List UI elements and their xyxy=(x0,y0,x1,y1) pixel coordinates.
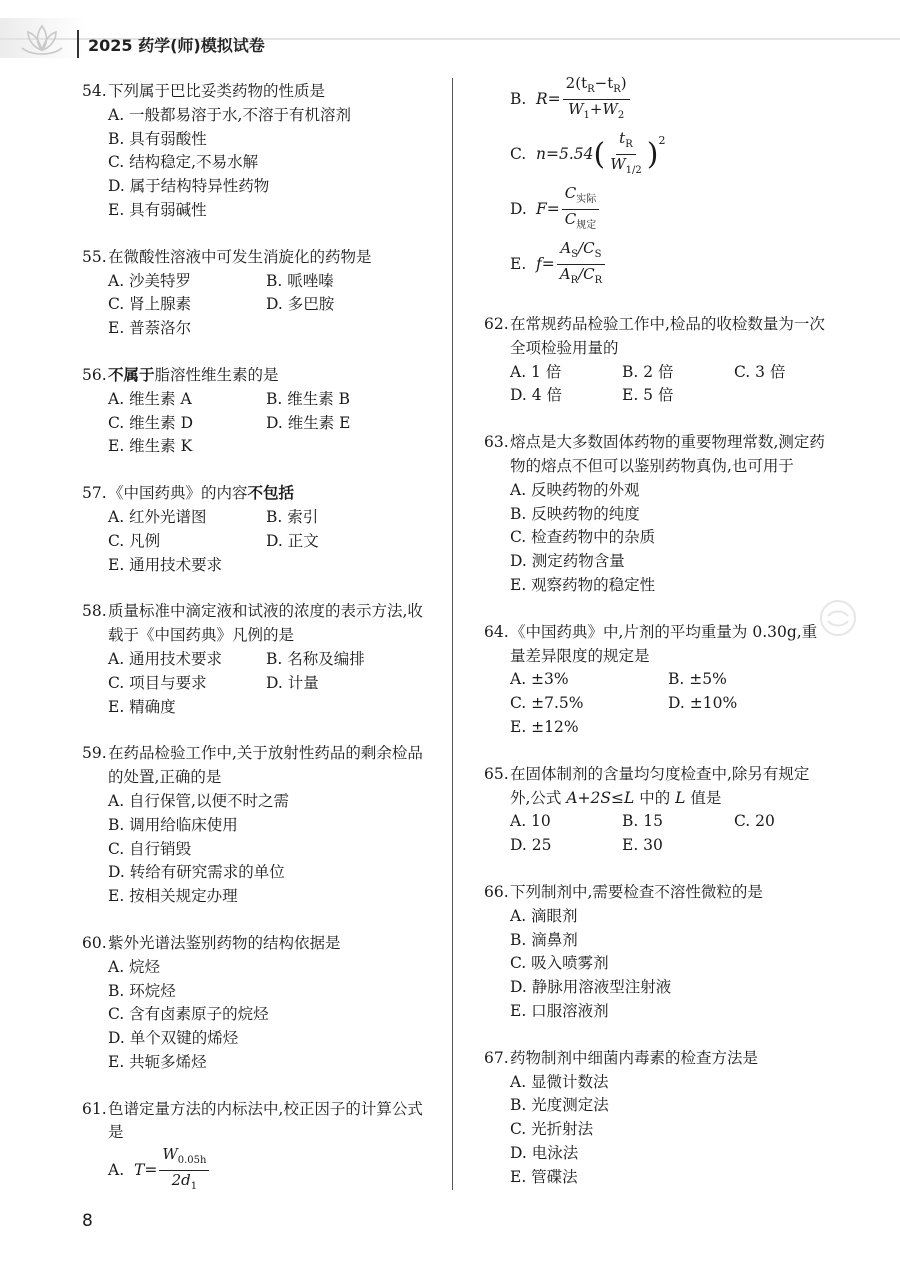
option-label: A. xyxy=(108,1160,125,1179)
option-e: E. 管碟法 xyxy=(510,1167,578,1186)
question-63 xyxy=(484,431,829,598)
emphasis-text: 不属于 xyxy=(108,365,155,384)
option-a: A. 一般都易溶于水,不溶于有机溶剂 xyxy=(108,105,351,124)
question-stem xyxy=(108,364,427,388)
option-a: A. 维生素 A xyxy=(108,389,192,408)
option-b: B. 哌唑嗪 xyxy=(266,271,334,290)
question-67 xyxy=(484,1047,829,1190)
question-number: 55. xyxy=(82,247,107,266)
denominator xyxy=(607,155,645,180)
option-c: C. 含有卤素原子的烷烃 xyxy=(108,1005,269,1024)
option-c-formula xyxy=(510,129,829,180)
formula-lhs: R= xyxy=(536,89,561,108)
option-d: D. 计量 xyxy=(266,673,319,692)
question-stem: 熔点是大多数固体药物的重要物理常数,测定药物的熔点不但可以鉴别药物真伪,也可用于 xyxy=(510,433,825,475)
option-d: D. 25 xyxy=(510,836,552,855)
subscript: 规定 xyxy=(576,220,597,231)
formula: A+2S≤L xyxy=(566,788,635,807)
option-b: B. 名称及编排 xyxy=(266,649,365,668)
formula-lhs: n=5.54 xyxy=(536,144,594,163)
option-d: D. 属于结构特异性药物 xyxy=(108,177,270,196)
subscript: 实际 xyxy=(576,194,597,205)
option-b: B. 环烷烃 xyxy=(108,981,176,1000)
option-c: C. 结构稳定,不易水解 xyxy=(108,153,259,172)
subscript: R xyxy=(594,275,603,286)
option-d: D. 转给有研究需求的单位 xyxy=(108,863,285,882)
stem-text: 脂溶性维生素的是 xyxy=(154,365,279,384)
option-e: E. 按相关规定办理 xyxy=(108,887,238,906)
option-b: B. 具有弱酸性 xyxy=(108,129,207,148)
question-stem: 在常规药品检验工作中,检品的收检数量为一次全项检验用量的 xyxy=(510,315,825,357)
symbol: 2d xyxy=(171,1171,191,1190)
question-66 xyxy=(484,881,829,1024)
lotus-logo-icon xyxy=(16,18,68,58)
option-e: E. 共轭多烯烃 xyxy=(108,1052,207,1071)
option-a: A. 通用技术要求 xyxy=(108,649,223,668)
option-c: C. 维生素 D xyxy=(108,413,194,432)
question-stem: 在药品检验工作中,关于放射性药品的剩余检品的处置,正确的是 xyxy=(108,744,423,787)
question-62 xyxy=(484,313,829,408)
symbol: /C xyxy=(578,239,595,257)
option-a: A. 红外光谱图 xyxy=(108,507,207,526)
question-stem: 色谱定量方法的内标法中,校正因子的计算公式是 xyxy=(108,1099,423,1142)
symbol: +W xyxy=(589,100,618,118)
question-number: 67. xyxy=(484,1048,509,1067)
denominator xyxy=(169,1171,201,1196)
question-57 xyxy=(82,482,427,577)
option-a: A. 烷烃 xyxy=(108,957,161,976)
numerator xyxy=(616,129,636,155)
option-a: A. 自行保管,以便不时之需 xyxy=(108,791,289,810)
option-a: A. 反映药物的外观 xyxy=(510,480,640,499)
option-d: D. 多巴胺 xyxy=(266,295,335,314)
numerator xyxy=(159,1145,209,1171)
option-d: D. 维生素 E xyxy=(266,413,351,432)
question-number: 66. xyxy=(484,882,509,901)
question-stem: 质量标准中滴定液和试液的浓度的表示方法,收载于《中国药典》凡例的是 xyxy=(108,602,423,645)
subscript: R xyxy=(625,139,633,150)
option-d: D. ±10% xyxy=(668,694,738,713)
symbol: 2(t xyxy=(565,74,588,92)
option-a: A. ±3% xyxy=(510,670,569,689)
stem-text: 在固体制剂的含量均匀度检查中,除另有规定外,公式 xyxy=(510,764,810,807)
question-56 xyxy=(82,364,427,459)
header-divider xyxy=(77,30,79,58)
page-header xyxy=(0,0,900,62)
question-number: 62. xyxy=(484,315,509,333)
question-number: 54. xyxy=(82,82,107,100)
page-number: 8 xyxy=(82,1211,93,1231)
option-c: C. 自行销毁 xyxy=(108,839,192,858)
question-55 xyxy=(82,246,427,341)
question-65 xyxy=(484,763,829,858)
question-stem: 《中国药典》中,片剂的平均重量为 0.30g,重量差异限度的规定是 xyxy=(510,622,818,665)
option-c: C. 20 xyxy=(734,812,775,831)
question-61 xyxy=(82,1098,427,1197)
option-c: C. ±7.5% xyxy=(510,694,584,713)
question-59 xyxy=(82,742,427,909)
stem-text: 《中国药典》的内容 xyxy=(108,484,248,503)
question-stem xyxy=(108,482,427,506)
option-b: B. 滴鼻剂 xyxy=(510,930,578,949)
fraction xyxy=(563,74,630,125)
option-e: E. 具有弱碱性 xyxy=(108,200,207,219)
subscript: R xyxy=(613,84,621,95)
emphasis-text: 不包括 xyxy=(247,484,295,503)
option-b: B. 调用给临床使用 xyxy=(108,815,238,834)
subscript: R xyxy=(570,275,579,286)
symbol: W xyxy=(568,100,584,118)
question-60 xyxy=(82,932,427,1075)
option-e: E. 精确度 xyxy=(108,697,176,716)
fraction xyxy=(159,1145,209,1196)
option-c: C. 吸入喷雾剂 xyxy=(510,954,609,973)
question-number: 64. xyxy=(484,622,509,641)
left-column xyxy=(82,80,427,1200)
option-c: C. 检查药物中的杂质 xyxy=(510,528,656,547)
right-column xyxy=(484,74,829,1190)
option-c: C. 凡例 xyxy=(108,531,161,550)
variable: L xyxy=(675,788,686,807)
option-d: D. 测定药物含量 xyxy=(510,552,625,571)
numerator xyxy=(563,74,630,100)
subscript: 1/2 xyxy=(625,165,642,176)
fraction xyxy=(562,184,599,235)
header-title: 2025 药学(师)模拟试卷 xyxy=(88,36,265,55)
option-d: D. 电泳法 xyxy=(510,1143,579,1162)
denominator xyxy=(565,100,627,125)
subscript: 1 xyxy=(190,1181,198,1193)
option-c: C. 3 倍 xyxy=(734,362,786,381)
symbol: W xyxy=(162,1145,178,1164)
option-b: B. 索引 xyxy=(266,507,319,526)
option-b: B. 维生素 B xyxy=(266,389,351,408)
formula-lhs: f= xyxy=(536,254,555,273)
numerator xyxy=(562,184,599,210)
option-c: C. 肾上腺素 xyxy=(108,295,192,314)
subscript: S xyxy=(594,249,602,260)
question-stem: 下列制剂中,需要检查不溶性微粒的是 xyxy=(510,882,763,901)
option-e: E. ±12% xyxy=(510,717,579,736)
symbol: A xyxy=(559,265,571,283)
paren-left-icon: ( xyxy=(593,136,606,172)
option-label: E. xyxy=(510,254,527,273)
option-label: B. xyxy=(510,89,527,108)
option-b: B. ±5% xyxy=(668,670,727,689)
denominator xyxy=(562,210,599,235)
paren-right-icon: ) xyxy=(646,136,659,172)
question-number: 59. xyxy=(82,744,107,763)
symbol: ) xyxy=(620,74,627,92)
option-e: E. 观察药物的稳定性 xyxy=(510,575,656,594)
symbol: /C xyxy=(578,265,595,283)
option-a: A. 显微计数法 xyxy=(510,1072,609,1091)
watermark-emblem-icon xyxy=(818,598,858,638)
option-e: E. 维生素 K xyxy=(108,437,193,456)
option-a-formula xyxy=(108,1145,427,1196)
question-stem: 在微酸性溶液中可发生消旋化的药物是 xyxy=(108,247,372,266)
formula-lhs: T= xyxy=(134,1160,158,1179)
stem-text: 值是 xyxy=(685,788,722,807)
question-61-continued xyxy=(484,74,829,290)
option-a: A. 10 xyxy=(510,812,551,831)
option-e: E. 口服溶液剂 xyxy=(510,1001,609,1020)
question-stem: 药物制剂中细菌内毒素的检查方法是 xyxy=(510,1048,759,1067)
symbol: t xyxy=(619,129,626,147)
option-a: A. 沙美特罗 xyxy=(108,271,192,290)
question-number: 57. xyxy=(82,484,107,503)
question-number: 58. xyxy=(82,602,107,621)
exponent: 2 xyxy=(658,134,666,147)
option-b: B. 15 xyxy=(622,812,663,831)
stem-text: 中的 xyxy=(634,788,676,807)
option-e: E. 通用技术要求 xyxy=(108,555,223,574)
question-54 xyxy=(82,80,427,223)
option-a: A. 滴眼剂 xyxy=(510,906,578,925)
option-b: B. 2 倍 xyxy=(622,362,674,381)
option-b: B. 反映药物的纯度 xyxy=(510,504,640,523)
option-b: B. 光度测定法 xyxy=(510,1096,609,1115)
numerator xyxy=(557,239,604,265)
symbol: C xyxy=(564,184,577,202)
option-d: D. 4 倍 xyxy=(510,386,563,405)
question-58 xyxy=(82,600,427,719)
option-d-formula xyxy=(510,184,829,235)
question-stem xyxy=(510,763,829,811)
question-stem: 紫外光谱法鉴别药物的结构依据是 xyxy=(108,933,341,952)
subscript: 1 xyxy=(583,110,590,121)
column-divider xyxy=(452,78,453,1190)
subscript: S xyxy=(571,249,579,260)
fraction xyxy=(557,239,605,290)
fraction xyxy=(607,129,645,180)
question-stem: 下列属于巴比妥类药物的性质是 xyxy=(108,82,326,100)
option-d: D. 正文 xyxy=(266,531,319,550)
question-64 xyxy=(484,621,829,740)
symbol: A xyxy=(560,239,572,257)
question-number: 65. xyxy=(484,764,509,783)
symbol: W xyxy=(610,155,626,173)
option-c: C. 项目与要求 xyxy=(108,673,207,692)
question-number: 61. xyxy=(82,1099,107,1118)
question-number: 63. xyxy=(484,433,509,452)
option-label: D. xyxy=(510,199,527,218)
symbol: −t xyxy=(594,74,614,92)
option-d: D. 单个双键的烯烃 xyxy=(108,1029,239,1048)
option-c: C. 光折射法 xyxy=(510,1120,594,1139)
option-a: A. 1 倍 xyxy=(510,362,562,381)
question-number: 56. xyxy=(82,365,107,384)
option-e: E. 普萘洛尔 xyxy=(108,319,192,338)
formula-lhs: F= xyxy=(536,199,560,218)
subscript: 0.05h xyxy=(177,1155,207,1167)
option-b-formula xyxy=(510,74,829,125)
option-label: C. xyxy=(510,144,527,163)
option-d: D. 静脉用溶液型注射液 xyxy=(510,978,672,997)
subscript: R xyxy=(587,84,595,95)
symbol: C xyxy=(564,210,577,228)
subscript: 2 xyxy=(617,110,625,121)
question-number: 60. xyxy=(82,933,107,952)
denominator xyxy=(557,265,605,290)
option-e: E. 5 倍 xyxy=(622,386,674,405)
option-e: E. 30 xyxy=(622,836,663,855)
option-e-formula xyxy=(510,239,829,290)
